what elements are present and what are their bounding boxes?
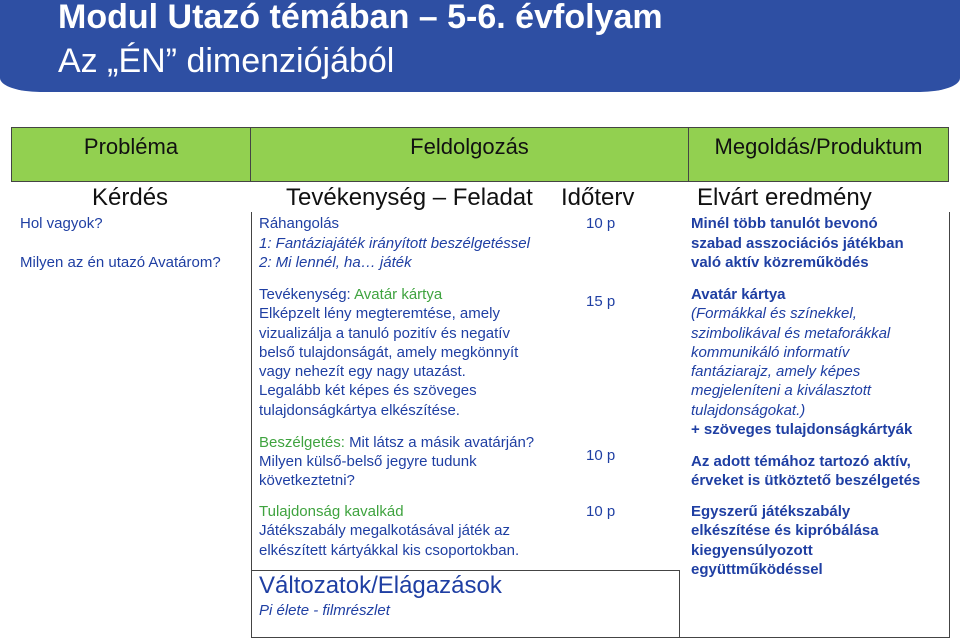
warmup-result-3: való aktív közreműködés: [691, 254, 869, 271]
phase-header-row: [11, 127, 949, 182]
warmup-time: 10 p: [586, 215, 616, 232]
avatar-activity-heading: [259, 285, 442, 304]
avatar-desc-line: Elképzelt lény megteremtése, amely: [259, 305, 500, 322]
discussion-label: Beszélgetés:: [259, 434, 345, 451]
grid-line-col1: [251, 212, 252, 638]
kavalkad-line-2: elkészített kártyákkal kis csoportokban.: [259, 542, 520, 559]
title-line-2: Az „ÉN” dimenziójából: [58, 42, 395, 80]
kavalkad-result-1: Egyszerű játékszabály: [691, 503, 851, 520]
avatar-result-line: szimbolikával és metaforákkal: [691, 325, 891, 342]
avatar-time: 15 p: [586, 293, 616, 310]
header-processing: Feldolgozás: [251, 128, 689, 181]
avatar-result-line: megjeleníteni a kiválasztott: [691, 382, 872, 399]
avatar-desc-line: Legalább két képes és szöveges: [259, 382, 477, 399]
grid-line-bottom: [251, 637, 950, 638]
warmup-result-2: szabad asszociációs játékban: [691, 235, 904, 252]
discussion-time: 10 p: [586, 447, 616, 464]
title-banner: [0, 0, 960, 92]
avatar-result-line: (Formákkal és színekkel,: [691, 305, 857, 322]
avatar-activity-title: Avatár kártya: [354, 286, 443, 303]
subheader-question: Kérdés: [92, 184, 169, 211]
kavalkad-time: 10 p: [586, 503, 616, 520]
kavalkad-result-4: együttműködéssel: [691, 561, 823, 578]
avatar-desc-line: tulajdonságkártya elkészítése.: [259, 402, 460, 419]
title-line-1: Modul Utazó témában – 5-6. évfolyam: [58, 0, 663, 36]
question-line-2: Milyen az én utazó Avatárom?: [20, 254, 221, 271]
avatar-result-title: Avatár kártya: [691, 286, 786, 303]
avatar-result-line: tulajdonságokat.): [691, 402, 806, 419]
subheader-timeline: Időterv: [561, 184, 635, 211]
warmup-line-1: 1: Fantáziajáték irányított beszélgetéssel: [259, 235, 530, 252]
discussion-line-2: Milyen külső-belső jegyre tudunk: [259, 453, 477, 470]
variants-subtitle: Pi élete - filmrészlet: [259, 602, 390, 619]
kavalkad-result-2: elkészítése és kipróbálása: [691, 522, 879, 539]
avatar-desc-line: vizualizálja a tanuló pozitív és negatív: [259, 325, 510, 342]
warmup-title: Ráhangolás: [259, 215, 340, 232]
header-problem: Probléma: [12, 128, 251, 181]
header-solution: Megoldás/Produktum: [714, 134, 923, 159]
discussion-question: Mit látsz a másik avatárján?: [349, 434, 535, 451]
question-line-1: Hol vagyok?: [20, 215, 103, 232]
avatar-result-line: fantáziarajz, amely képes: [691, 363, 861, 380]
avatar-activity-label: Tevékenység:: [259, 286, 351, 303]
discussion-result-1: Az adott témához tartozó aktív,: [691, 453, 911, 470]
kavalkad-result-3: kiegyensúlyozott: [691, 542, 813, 559]
discussion-heading: [259, 433, 534, 452]
variants-title: Változatok/Elágazások: [259, 572, 502, 599]
grid-line-right: [949, 212, 950, 638]
avatar-desc-line: vagy nehezít egy nagy utazást.: [259, 363, 466, 380]
discussion-line-3: következtetni?: [259, 472, 355, 489]
subheader-activity: Tevékenység – Feladat: [286, 184, 533, 211]
discussion-result-2: érveket is ütköztető beszélgetés: [691, 472, 921, 489]
kavalkad-line-1: Játékszabály megalkotásával játék az: [259, 522, 510, 539]
subheader-expected-result: Elvárt eredmény: [697, 184, 872, 211]
variants-divider-right: [679, 570, 680, 638]
kavalkad-title: Tulajdonság kavalkád: [259, 503, 404, 520]
warmup-result-1: Minél több tanulót bevonó: [691, 215, 878, 232]
avatar-result-extra: + szöveges tulajdonságkártyák: [691, 421, 913, 438]
avatar-desc-line: belső tulajdonságát, amely megkönnyít: [259, 344, 519, 361]
avatar-result-line: kommunikáló informatív: [691, 344, 850, 361]
warmup-line-2: 2: Mi lennél, ha… játék: [259, 254, 412, 271]
